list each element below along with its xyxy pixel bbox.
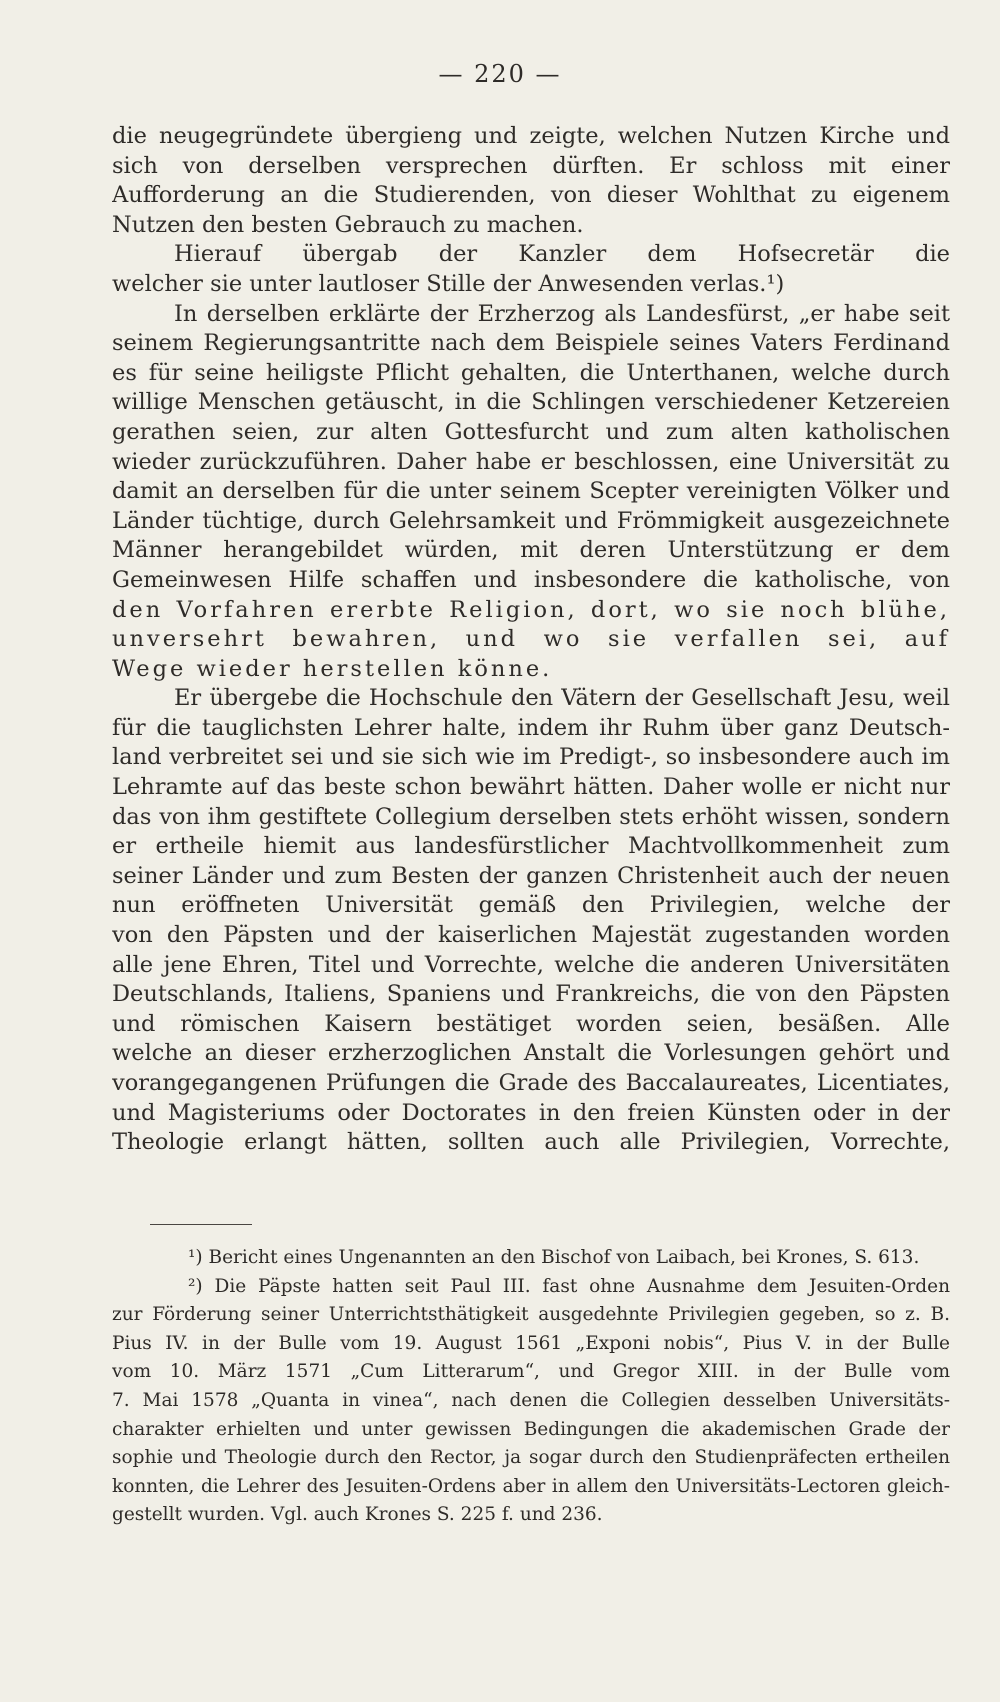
footnote-line: ²) Die Päpste hatten seit Paul III. fast ohne Ausnahme dem Jesuiten-Orden [188, 1275, 950, 1297]
text-line: seinem Regierungsantritte nach dem Beispiele seines Vaters Ferdinand [112, 330, 950, 357]
text-line: Deutschlands, Italiens, Spaniens und Frankreichs, die von den Päpsten [112, 981, 950, 1008]
text-line: für die tauglichsten Lehrer halte, indem ihr Ruhm über ganz Deutsch- [112, 714, 950, 741]
text-line: die neugegründete übergieng und zeigte, welchen Nutzen Kirche und [112, 123, 950, 149]
text-line: vorangegangenen Prüfungen die Grade des Baccalaureates, Licentiates, [112, 1070, 950, 1096]
page-number: — 220 — [438, 60, 562, 88]
text-line: und römischen Kaisern bestätiget worden seien, besäßen. Alle [112, 1010, 950, 1037]
text-line: das von ihm gestiftete Collegium derselben stets erhöht wissen, sondern [112, 803, 950, 830]
footnote-line: zur Förderung seiner Unterrichtsthätigkeit ausgedehnte Privilegien gegeben, so z. B. [112, 1304, 950, 1326]
main-text [112, 122, 950, 1158]
text-line: Aufforderung an die Studierenden, von dieser Wohlthat zu eigenem [112, 182, 950, 209]
footnote-line: Pius IV. in der Bulle vom 19. August 1561 „Exponi nobis“, Pius V. in der Bulle [112, 1332, 950, 1354]
text-line: unversehrt bewahren, und wo sie verfallen sei, auf [112, 626, 950, 653]
footnote-line: vom 10. März 1571 „Cum Litterarum“, und Gregor XIII. in der Bulle vom [112, 1361, 950, 1383]
text-line: welcher sie unter lautloser Stille der Anwesenden verlas.¹) [112, 270, 785, 297]
footnote-divider [150, 1224, 252, 1225]
text-line: sich von derselben versprechen dürften. Er schloss mit einer [112, 152, 950, 179]
text-line: nun eröffneten Universität gemäß den Privilegien, welche der [112, 892, 950, 919]
text-line: Theologie erlangt hätten, sollten auch alle Privilegien, Vorrechte, [112, 1129, 950, 1156]
text-line: seiner Länder und zum Besten der ganzen Christenheit auch der neuen [112, 862, 950, 889]
text-line: land verbreitet sei und sie sich wie im Predigt-, so insbesondere auch im [112, 744, 950, 771]
text-line: damit an derselben für die unter seinem Scepter vereinigten Völker und [112, 478, 950, 505]
footnote-line: konnten, die Lehrer des Jesuiten-Ordens aber in allem den Universitäts-Lectoren gleich- [112, 1475, 950, 1497]
text-line: Lehramte auf das beste schon bewährt hätten. Daher wolle er nicht nur [112, 774, 950, 801]
text-line: Länder tüchtige, durch Gelehrsamkeit und Frömmigkeit ausgezeichnete [112, 507, 950, 534]
text-line: Männer herangebildet würden, mit deren Unterstützung er dem [112, 537, 950, 564]
text-line: alle jene Ehren, Titel und Vorrechte, welche die anderen Universitäten [112, 951, 950, 978]
text-line: den Vorfahren ererbte Religion, dort, wo sie noch blühe, [112, 596, 950, 623]
footnote-line: ¹) Bericht eines Ungenannten an den Bischof von Laibach, bei Krones, S. 613. [188, 1247, 920, 1268]
text-line: von den Päpsten und der kaiserlichen Majestät zugestanden worden [112, 922, 950, 949]
text-line: willige Menschen getäuscht, in die Schlingen verschiedener Ketzereien [112, 389, 950, 416]
text-line: Wege wieder herstellen könne. [112, 655, 553, 682]
footnotes [112, 1244, 950, 1530]
text-line: wieder zurückzuführen. Daher habe er beschlossen, eine Universität zu [112, 448, 950, 475]
text-line: Gemeinwesen Hilfe schaffen und insbesondere die katholische, von [112, 566, 950, 593]
text-line: In derselben erklärte der Erzherzog als Landesfürst, „er habe seit [174, 300, 950, 327]
footnote-line: gestellt wurden. Vgl. auch Krones S. 225 f. und 236. [112, 1504, 603, 1526]
text-line: er ertheile hiemit aus landesfürstlicher Machtvollkommenheit zum [112, 833, 950, 860]
text-line: es für seine heiligste Pflicht gehalten, die Unterthanen, welche durch [112, 359, 950, 386]
footnote-line: charakter erhielten und unter gewissen Bedingungen die akademischen Grade der [112, 1418, 950, 1440]
text-line: und Magisteriums oder Doctorates in den freien Künsten oder in der [112, 1099, 950, 1126]
text-line: Hierauf übergab der Kanzler dem Hofsecretär die [174, 241, 950, 268]
text-line: gerathen seien, zur alten Gottesfurcht und zum alten katholischen [112, 418, 950, 445]
text-line: Nutzen den besten Gebrauch zu machen. [112, 211, 584, 238]
footnote-line: 7. Mai 1578 „Quanta in vinea“, nach denen die Collegien desselben Universitäts- [112, 1389, 950, 1411]
text-line: welche an dieser erzherzoglichen Anstalt die Vorlesungen gehört und [112, 1040, 950, 1067]
text-line: Er übergebe die Hochschule den Vätern der Gesellschaft Jesu, weil [174, 685, 950, 712]
footnote-line: sophie und Theologie durch den Rector, ja sogar durch den Studienpräfecten ertheilen [112, 1447, 950, 1469]
